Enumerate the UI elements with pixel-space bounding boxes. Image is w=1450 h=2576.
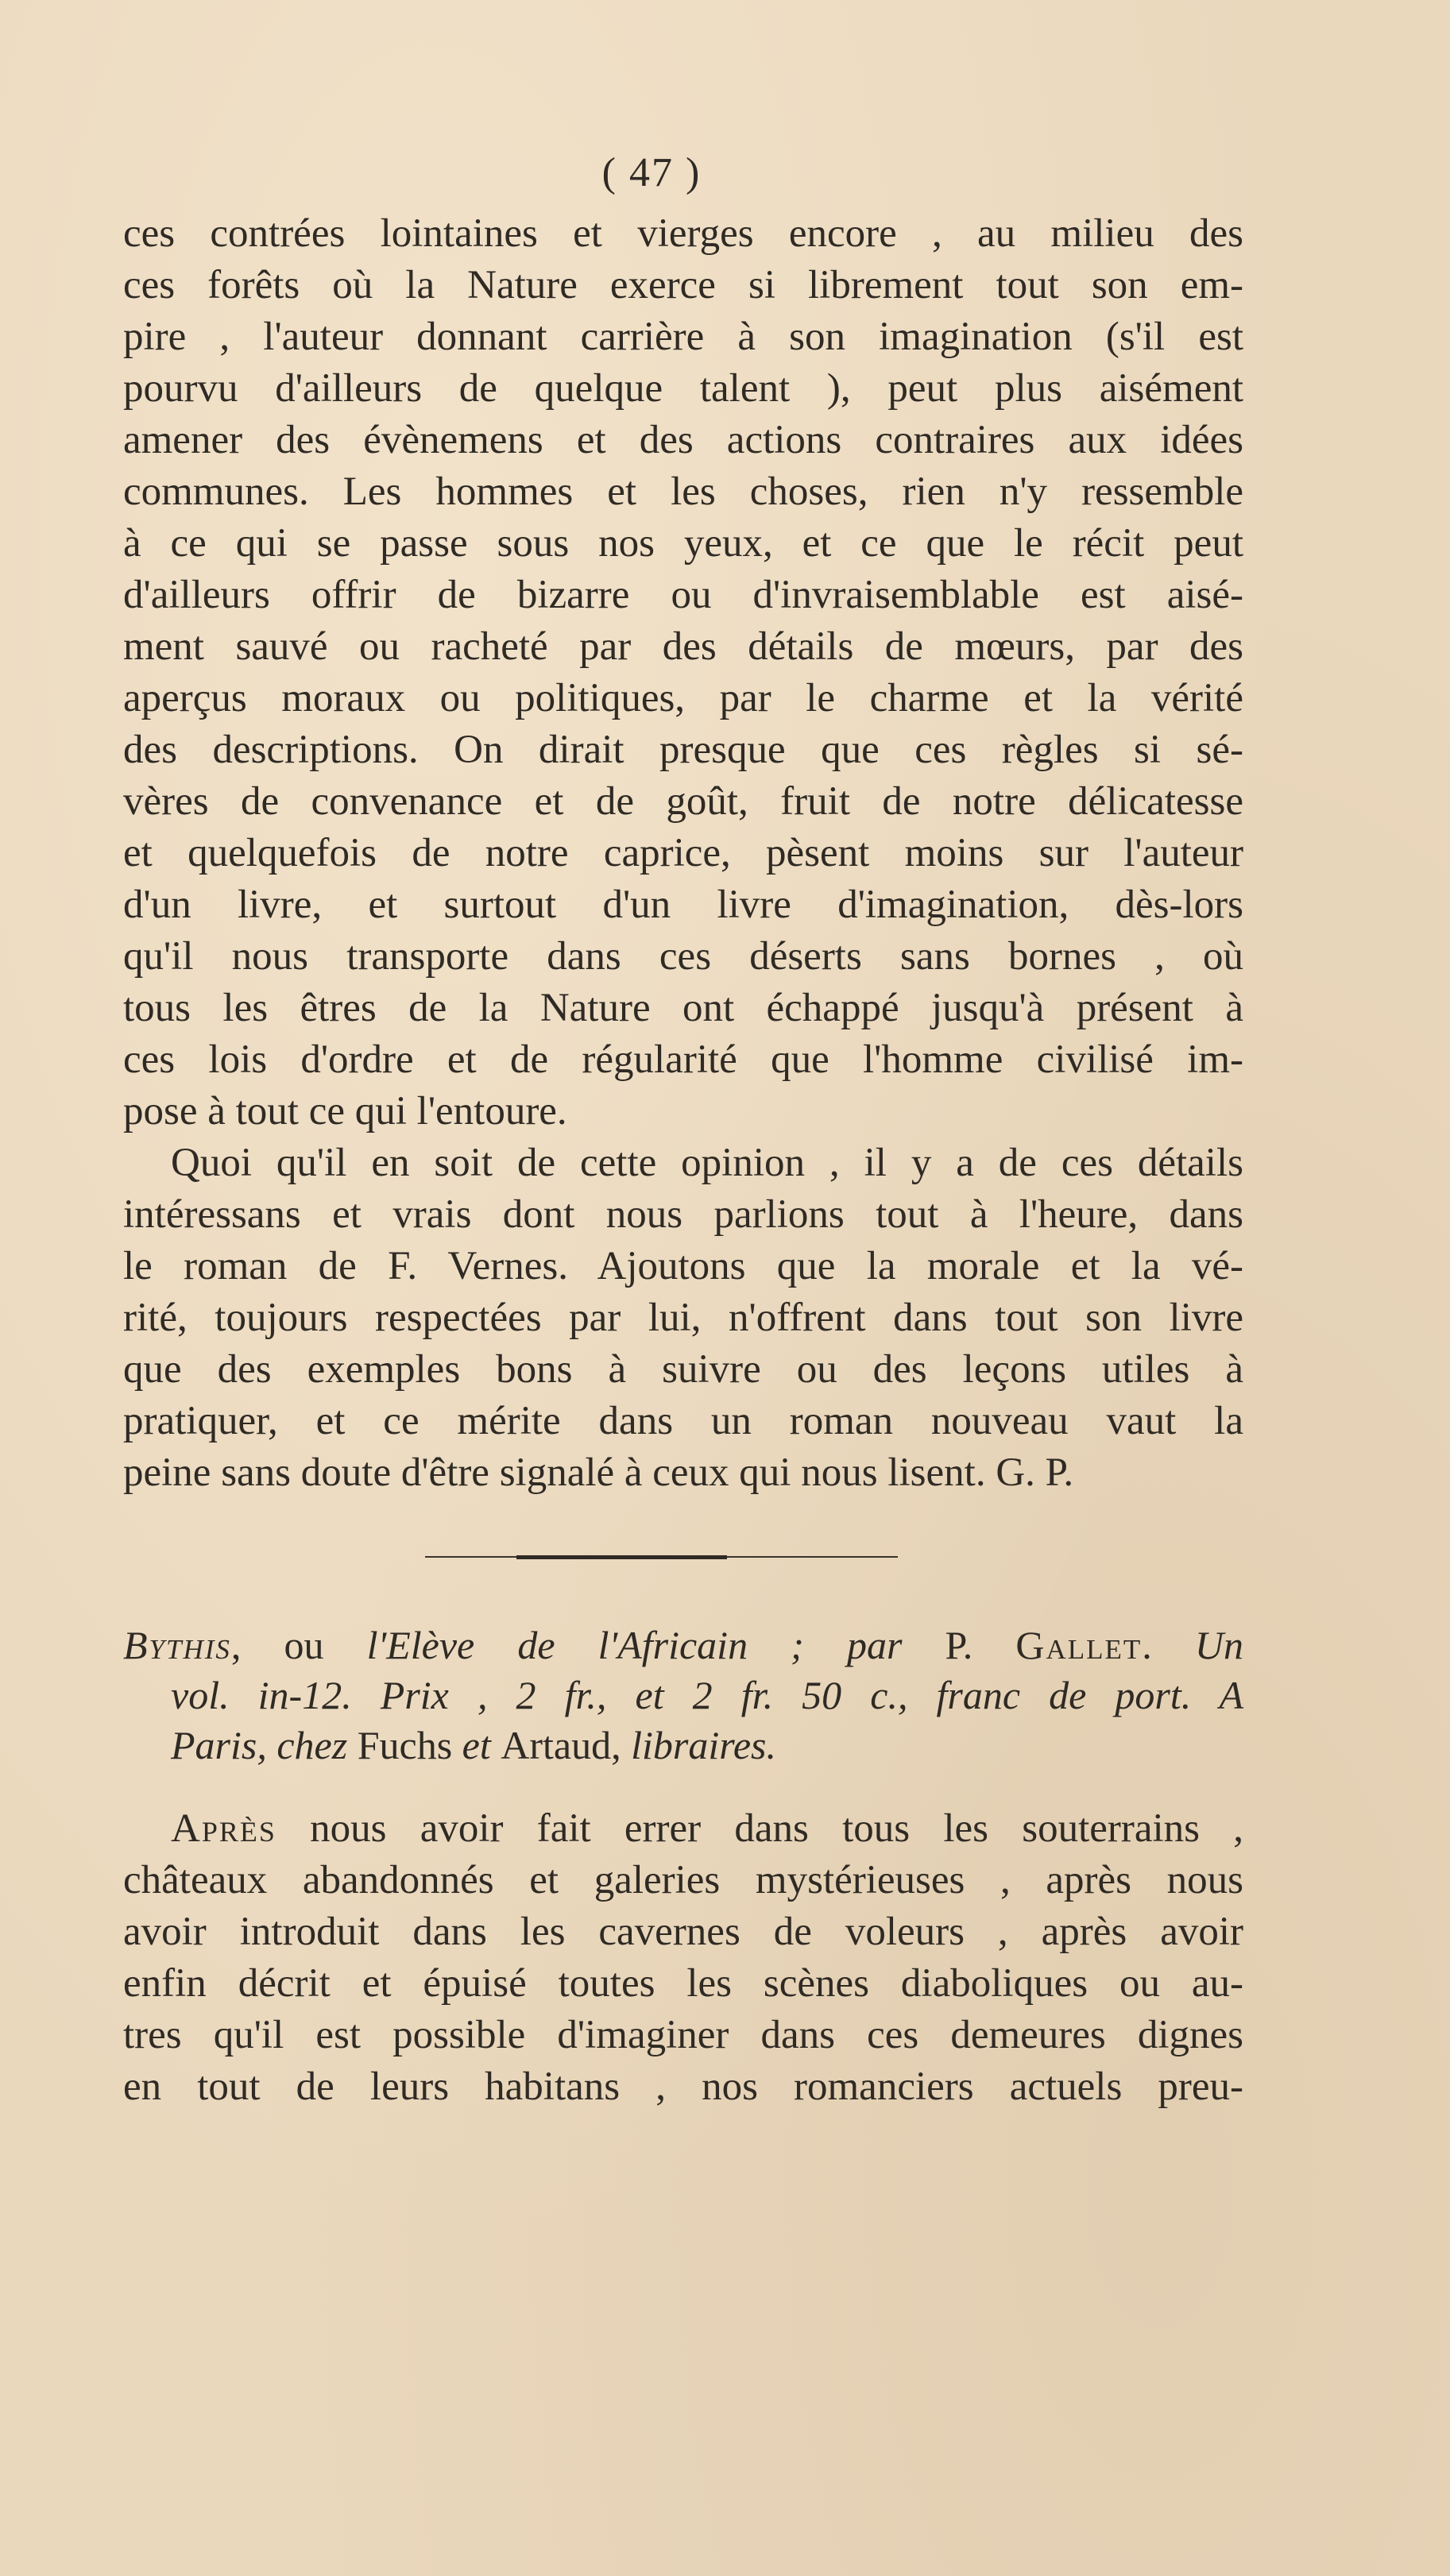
publisher-2: Artaud	[501, 1723, 612, 1767]
author-initial: P.	[945, 1623, 1016, 1667]
review-line	[123, 2061, 1243, 2113]
review-line	[123, 1958, 1243, 2010]
review-text	[123, 1803, 1243, 2113]
publisher-city: Paris, chez	[171, 1723, 358, 1767]
body-line: aperçus moraux ou politiques, par le charme et la vérité	[123, 676, 1243, 720]
book-title-name: Bythis	[123, 1623, 231, 1667]
review-line-text: en tout de leurs habitans , nos romanciers actuels preu-	[123, 2064, 1243, 2109]
review-line	[123, 1906, 1243, 1958]
divider-thick-line	[516, 1555, 727, 1559]
body-line: pire , l'auteur donnant carrière à son imagination (s'il est	[123, 315, 1243, 359]
body-line: qu'il nous transporte dans ces déserts sans bornes , où	[123, 934, 1243, 979]
page-number: ( 47 )	[601, 150, 702, 195]
body-line: des descriptions. On dirait presque que ces règles si sé-	[123, 728, 1243, 772]
review-line	[123, 1855, 1243, 1906]
body-line: tous les êtres de la Nature ont échappé jusqu'à présent à	[123, 986, 1243, 1030]
book-entry-price: vol. in-12. Prix , 2 fr., et 2 fr. 50 c., franc de port. A	[171, 1673, 1243, 1717]
body-line: pose à tout ce qui l'entoure.	[123, 1089, 567, 1134]
review-line-text: nous avoir fait errer dans tous les souterrains ,	[276, 1806, 1243, 1851]
body-line: ces contrées lointaines et vierges encore , au milieu des	[123, 211, 1243, 256]
volume-count: Un	[1194, 1623, 1244, 1667]
body-line: vères de convenance et de goût, fruit de notre délicatesse	[123, 779, 1243, 824]
body-line: le roman de F. Vernes. Ajoutons que la morale et la vé-	[123, 1244, 1243, 1288]
book-entry-publisher	[123, 1721, 1243, 1771]
body-line: communes. Les hommes et les choses, rien n'y ressemble	[123, 469, 1243, 514]
review-line	[123, 1803, 1243, 1855]
body-line: et quelquefois de notre caprice, pèsent moins sur l'auteur	[123, 831, 1243, 875]
publisher-sep: ,	[611, 1723, 632, 1767]
body-line: d'ailleurs offrir de bizarre ou d'invraisemblable est aisé-	[123, 573, 1243, 617]
review-lead-word: Après	[171, 1806, 276, 1851]
author-name: Gallet	[1015, 1623, 1143, 1667]
body-line: ces lois d'ordre et de régularité que l'homme civilisé im-	[123, 1037, 1243, 1082]
book-entry-line-1	[123, 1620, 1243, 1670]
publisher-et: et	[462, 1723, 501, 1767]
body-line: ment sauvé ou racheté par des détails de mœurs, par des	[123, 624, 1243, 669]
article-continuation	[123, 208, 1243, 1499]
body-line: pourvu d'ailleurs de quelque talent ), peut plus aisément	[123, 366, 1243, 411]
body-line: ces forêts où la Nature exerce si librement tout son em-	[123, 263, 1243, 307]
body-line: pratiquer, et ce mérite dans un roman nouveau vaut la	[123, 1399, 1243, 1443]
body-line: peine sans doute d'être signalé à ceux qui nous lisent. G. P.	[123, 1450, 1074, 1495]
book-subtitle: l'Elève de l'Africain ; par	[366, 1623, 945, 1667]
body-line: Quoi qu'il en soit de cette opinion , il y a de ces détails	[171, 1141, 1243, 1185]
author-punct: .	[1142, 1623, 1195, 1667]
publisher-role: libraires.	[631, 1723, 776, 1767]
review-line-text: tres qu'il est possible d'imaginer dans ces demeures dignes	[123, 2013, 1243, 2057]
body-line: d'un livre, et surtout d'un livre d'imagination, dès-lors	[123, 882, 1243, 927]
publisher-1: Fuchs	[357, 1723, 462, 1767]
body-line: à ce qui se passe sous nos yeux, et ce que le récit peut	[123, 521, 1243, 566]
review-line-text: enfin décrit et épuisé toutes les scènes diaboliques ou au-	[123, 1961, 1243, 2006]
book-entry-heading	[123, 1620, 1243, 1771]
body-line: rité, toujours respectées par lui, n'offrent dans tout son livre	[123, 1296, 1243, 1340]
book-title-conj: , ou	[230, 1623, 367, 1667]
review-line-text: avoir introduit dans les cavernes de voleurs , après avoir	[123, 1910, 1243, 1954]
review-line-text: châteaux abandonnés et galeries mystérieuses , après nous	[123, 1858, 1243, 1902]
body-line: amener des évènemens et des actions contraires aux idées	[123, 418, 1243, 462]
body-line: intéressans et vrais dont nous parlions tout à l'heure, dans	[123, 1192, 1243, 1237]
section-divider	[425, 1555, 898, 1558]
body-line: que des exemples bons à suivre ou des leçons utiles à	[123, 1347, 1243, 1392]
review-line	[123, 2010, 1243, 2061]
